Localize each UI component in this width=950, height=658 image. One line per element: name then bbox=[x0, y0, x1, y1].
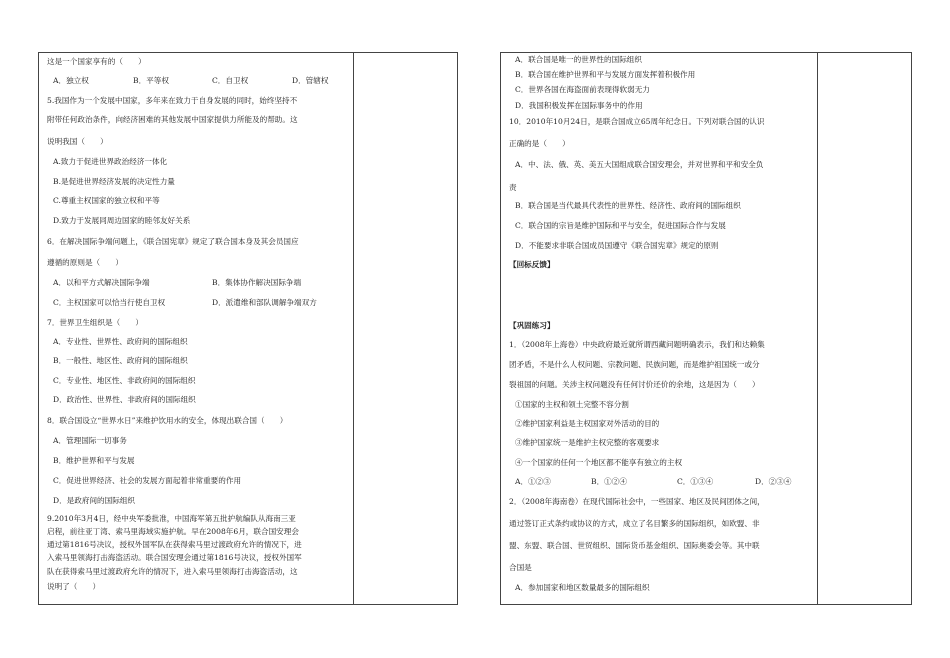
right-notes-column bbox=[817, 53, 911, 604]
q9-line: 启程，前往亚丁湾、索马里海域实施护航。早在2008年6月，联合国安理会 bbox=[47, 527, 299, 536]
practice-1-line: 1．（2008年上海卷）中央政府最近就所谓西藏问题明确表示，我们和达赖集 bbox=[509, 340, 765, 349]
practice-2-line: 合国是 bbox=[509, 563, 532, 572]
q9-line: 说明了（ ） bbox=[47, 582, 101, 591]
q6-line: 遵循的原则是（ ） bbox=[47, 258, 123, 267]
q8-option-a: A．管理国际一切事务 bbox=[53, 436, 127, 445]
q10-line: 10．2010年10月24日，是联合国成立65周年纪念日。下列对联合国的认识 bbox=[509, 117, 765, 126]
q9-line: 队在获得索马里过渡政府允许的情况下，进入索马里领海打击海盗活动，这 bbox=[47, 567, 298, 576]
practice-1-item: ④一个国家的任何一个地区都不能享有独立的主权 bbox=[515, 458, 683, 467]
q8-option-d: D．是政府间的国际组织 bbox=[53, 496, 136, 505]
q10-option-c: C．联合国的宗旨是维护国际和平与安全，促进国际合作与发展 bbox=[515, 221, 726, 230]
practice-1-option-d: D．②③④ bbox=[755, 477, 792, 486]
left-question-column bbox=[39, 53, 353, 604]
q9-line: 入索马里领海打击海盗活动。联合国安理会通过第1816号决议，授权外国军 bbox=[47, 553, 302, 562]
left-notes-column bbox=[353, 53, 457, 604]
q5-option-c: C.尊重主权国家的独立权和平等 bbox=[53, 196, 160, 205]
practice-1-item: ①国家的主权和领土完整不容分割 bbox=[515, 400, 629, 409]
q7-line: 7．世界卫生组织是（ ） bbox=[47, 318, 143, 327]
left-page bbox=[38, 52, 458, 605]
q10-option-b: B．联合国是当代最具代表性的世界性、经济性、政府间的国际组织 bbox=[515, 201, 741, 210]
q10-option-a-cont: 责 bbox=[509, 183, 517, 192]
q10-line: 正确的是（ ） bbox=[509, 139, 570, 148]
q10-option-a: A．中、法、俄、英、美五大国组成联合国安理会，并对世界和平和安全负 bbox=[515, 160, 764, 169]
practice-2-option-a: A．参加国家和地区数量最多的国际组织 bbox=[515, 583, 650, 592]
q4-option-d: D．管辖权 bbox=[292, 76, 329, 85]
q4-option-c: C．自卫权 bbox=[212, 76, 249, 85]
practice-heading: 【巩固练习】 bbox=[509, 321, 555, 330]
q9-line: 9.2010年3月4日，经中央军委批准，中国海军第五批护航编队从海南三亚 bbox=[47, 514, 296, 523]
q5-option-d: D.致力于发展同周边国家的睦邻友好关系 bbox=[53, 216, 191, 225]
q6-option-c: C．主权国家可以恰当行使自卫权 bbox=[53, 298, 166, 307]
practice-1-line: 裂祖国的问题。关涉主权问题没有任何讨价还价的余地，这是因为（ ） bbox=[509, 380, 760, 389]
practice-2-line: 盟、东盟、联合国、世贸组织、国际货币基金组织、国际奥委会等。其中联 bbox=[509, 541, 760, 550]
right-page bbox=[500, 52, 912, 605]
practice-2-line: 2．（2008年海南卷）在现代国际社会中，一些国家、地区及民间团体之间， bbox=[509, 497, 765, 506]
q7-option-b: B．一般性、地区性、政府间的国际组织 bbox=[53, 356, 188, 365]
q6-option-a: A．以和平方式解决国际争端 bbox=[53, 278, 150, 287]
q8-option-b: B．维护世界和平与发展 bbox=[53, 456, 135, 465]
q7-option-c: C．专业性、地区性、非政府间的国际组织 bbox=[53, 376, 196, 385]
practice-1-line: 团矛盾，不是什么人权问题、宗教问题、民族问题，而是维护祖国统一或分 bbox=[509, 360, 760, 369]
right-question-column bbox=[501, 53, 817, 604]
q6-line: 6．在解决国际争端问题上，《联合国宪章》规定了联合国本身及其会员国应 bbox=[47, 237, 299, 246]
q5-line: 附带任何政治条件，向经济困难的其他发展中国家提供力所能及的帮助。这 bbox=[47, 115, 298, 124]
practice-2-line: 通过签订正式条约或协议的方式，成立了名目繁多的国际组织，如欧盟、非 bbox=[509, 519, 760, 528]
practice-1-item: ③维护国家统一是维护主权完整的客观要求 bbox=[515, 438, 660, 447]
q9-option-b: B．联合国在维护世界和平与发展方面发挥着积极作用 bbox=[515, 70, 696, 79]
practice-1-option-c: C．①③④ bbox=[677, 477, 714, 486]
q9-option-c: C．世界各国在海盗面前表现得软弱无力 bbox=[515, 85, 650, 94]
q8-option-c: C．促进世界经济、社会的发展方面起着非常重要的作用 bbox=[53, 476, 242, 485]
q4-tail: 这是一个国家享有的（ ） bbox=[47, 57, 146, 66]
q8-line: 8．联合国设立“世界水日”来维护饮用水的安全，体现出联合国（ ） bbox=[47, 416, 288, 425]
q5-line: 说明我国（ ） bbox=[47, 137, 108, 146]
q6-option-d: D．派遣维和部队调解争端双方 bbox=[212, 298, 317, 307]
q4-option-b: B．平等权 bbox=[133, 76, 169, 85]
practice-1-option-b: B．①②④ bbox=[591, 477, 627, 486]
q7-option-a: A．专业性、世界性、政府间的国际组织 bbox=[53, 337, 188, 346]
feedback-heading: 【回标反馈】 bbox=[509, 260, 555, 269]
practice-1-option-a: A．①②③ bbox=[515, 477, 551, 486]
q4-option-a: A．独立权 bbox=[53, 76, 89, 85]
q6-option-b: B．集体协作解决国际争端 bbox=[212, 278, 302, 287]
q9-option-d: D．我国积极发挥在国际事务中的作用 bbox=[515, 101, 643, 110]
q9-line: 通过第1816号决议，授权外国军队在获得索马里过渡政府允许的情况下，进 bbox=[47, 540, 302, 549]
q5-option-a: A.致力于促进世界政治经济一体化 bbox=[53, 157, 168, 166]
q5-option-b: B.是促进世界经济发展的决定性力量 bbox=[53, 177, 175, 186]
q9-option-a: A．联合国是唯一的世界性的国际组织 bbox=[515, 55, 642, 64]
q5-line: 5.我国作为一个发展中国家，多年来在致力于自身发展的同时，始终坚持不 bbox=[47, 96, 298, 105]
q7-option-d: D．政治性、世界性、非政府间的国际组织 bbox=[53, 395, 196, 404]
practice-1-item: ②维护国家利益是主权国家对外活动的目的 bbox=[515, 419, 660, 428]
q10-option-d: D．不能要求非联合国成员国遵守《联合国宪章》规定的原则 bbox=[515, 241, 719, 250]
